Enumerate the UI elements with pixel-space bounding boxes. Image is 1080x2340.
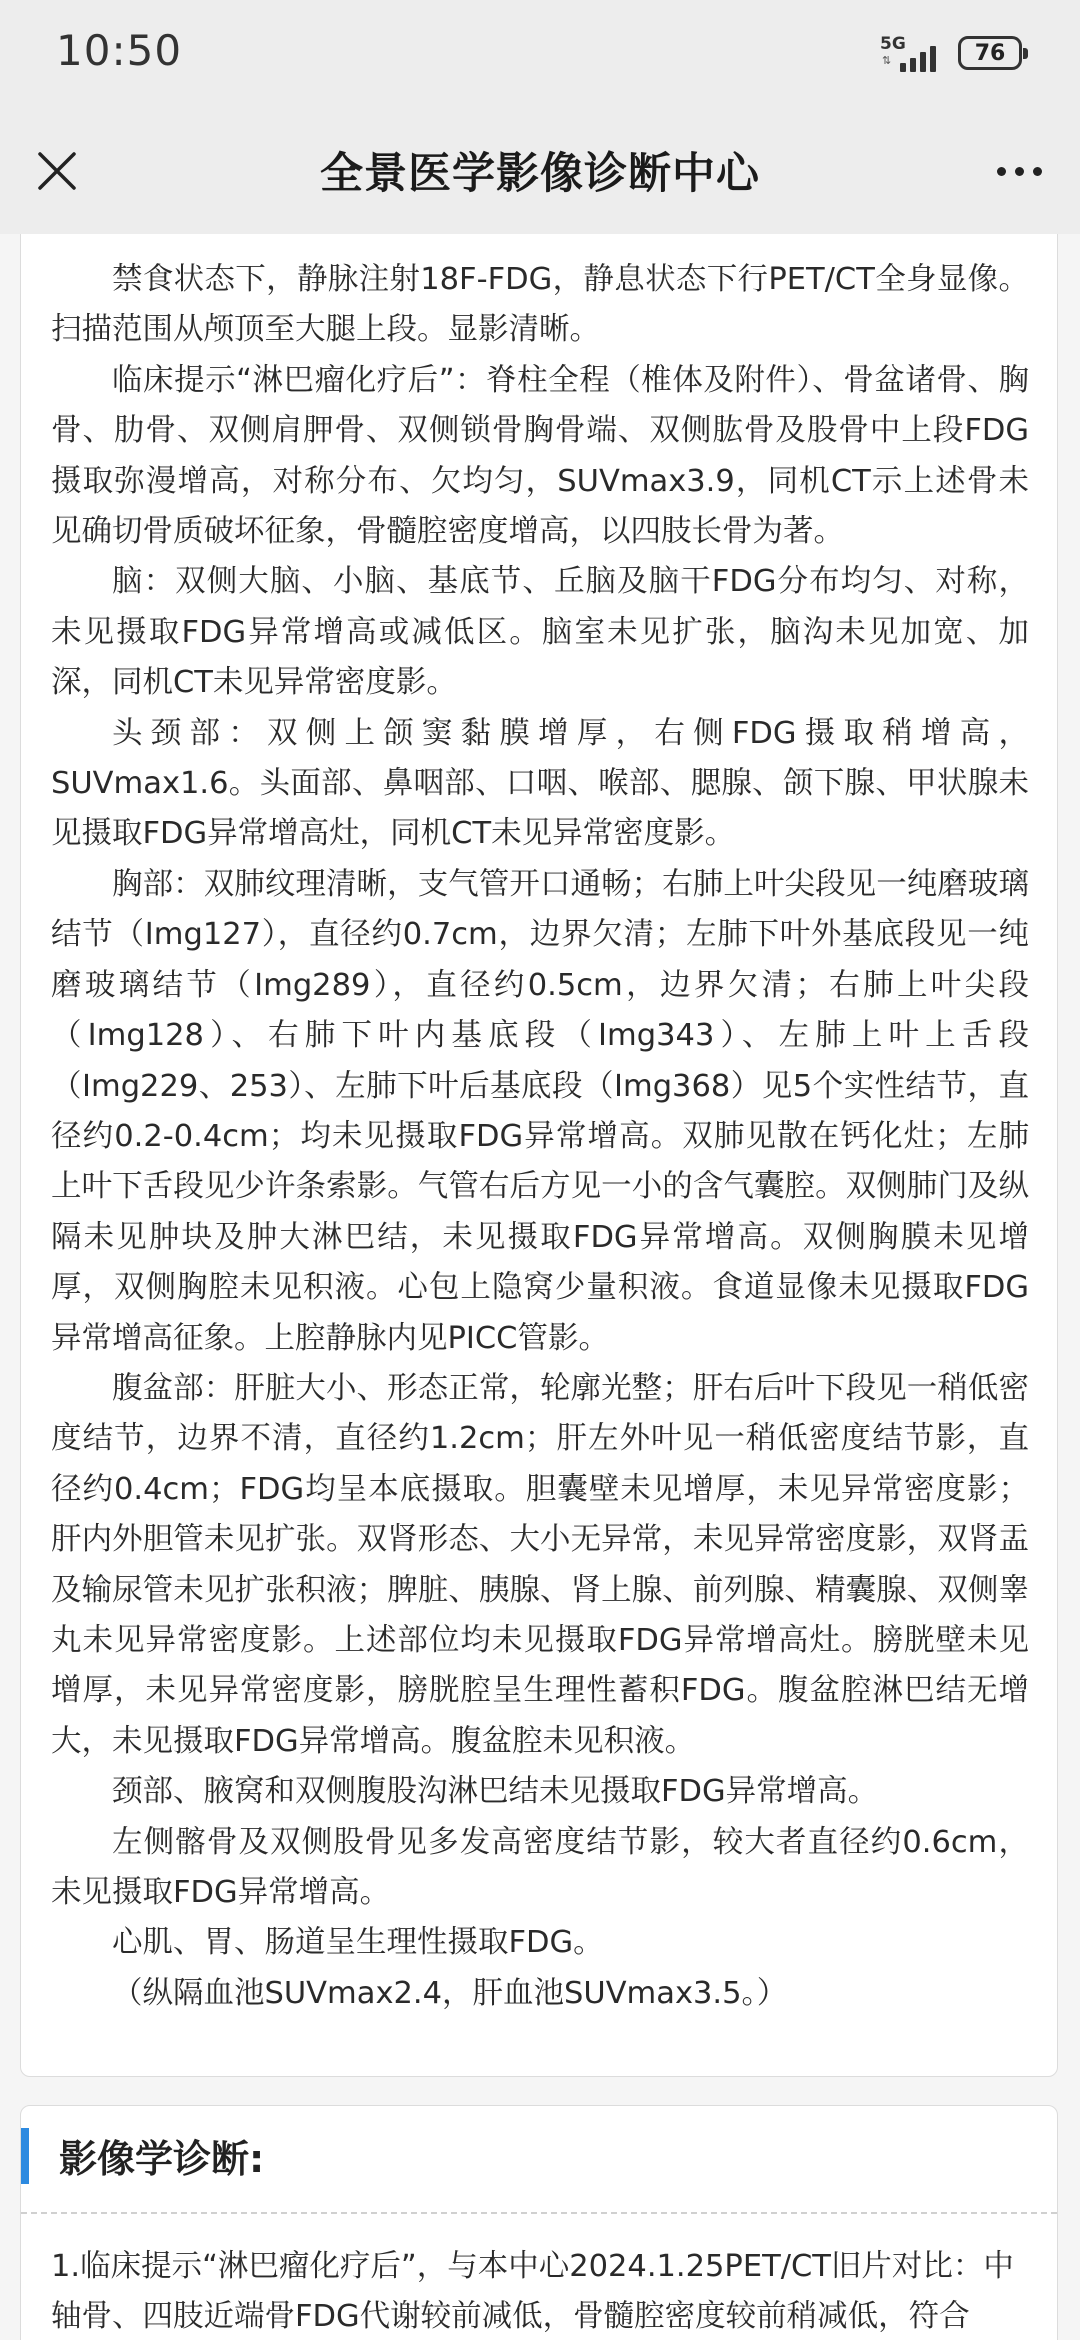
signal-bars-icon — [900, 46, 936, 72]
more-button[interactable] — [984, 140, 1054, 202]
findings-paragraph: 心肌、胃、肠道呈生理性摄取FDG。 — [112, 1925, 604, 1961]
findings-paragraph: 胸部：双肺纹理清晰，支气管开口通畅；右肺上叶尖段见一纯磨玻璃结节（Img127），直径约0.7cm，边界欠清；左肺下叶外基底段见一纯磨玻璃结节（Img289），直径约0.5cm，边界欠清；右肺上叶尖段（Img128）、右肺下叶内基底段（Img343）、左肺上叶上舌段（Img229、253）、左肺下叶后基底段（Img368）见5个实性结节，直径约0.2-0.4cm；均未见摄取FDG异常增高。双肺见散在钙化灶；左肺上叶下舌段见少许条索影。气管右后方见一小的含气囊腔。双侧肺门及纵隔未见肿块及肿大淋巴结，未见摄取FDG异常增高。双侧胸膜未见增厚，双侧胸腔未见积液。心包上隐窝少量积液。食道显像未见摄取FDG异常增高征象。上腔静脉内见PICC管影。 — [51, 866, 1029, 1356]
findings-card — [20, 234, 1058, 2077]
page-title: 全景医学影像诊断中心 — [320, 149, 760, 199]
findings-paragraph: （纵隔血池SUVmax2.4，肝血池SUVmax3.5。） — [112, 1975, 788, 2011]
status-indicators — [880, 34, 1022, 72]
findings-paragraph: 颈部、腋窝和双侧腹股沟淋巴结未见摄取FDG异常增高。 — [112, 1774, 879, 1810]
findings-paragraph: 头颈部：双侧上颌窦黏膜增厚，右侧FDG摄取稍增高，SUVmax1.6。头面部、鼻咽部、口咽、喉部、腮腺、颌下腺、甲状腺未见摄取FDG异常增高灶，同机CT未见异常密度影。 — [51, 715, 1029, 852]
findings-paragraph: 临床提示“淋巴瘤化疗后”：脊柱全程（椎体及附件）、骨盆诸骨、胸骨、肋骨、双侧肩胛骨、双侧锁骨胸骨端、双侧肱骨及股骨中上段FDG摄取弥漫增高，对称分布、欠均匀，SUVmax3.9，同机CT示上述骨未见确切骨质破坏征象，骨髓腔密度增高，以四肢长骨为著。 — [51, 362, 1029, 550]
status-time: 10:50 — [56, 26, 183, 75]
diagnosis-body — [21, 2214, 1057, 2340]
section-accent-bar — [21, 2128, 29, 2184]
findings-text — [51, 255, 1029, 2019]
findings-paragraph: 禁食状态下，静脉注射18F-FDG，静息状态下行PET/CT全身显像。扫描范围从颅顶至大腿上段。显影清晰。 — [51, 262, 1029, 348]
diagnosis-title: 影像学诊断: — [59, 2137, 265, 2181]
battery-level: 76 — [974, 40, 1006, 66]
more-dot-icon — [997, 167, 1006, 176]
data-arrows-icon: ⇅ — [882, 54, 892, 67]
network-type: 5G — [880, 34, 906, 54]
diagnosis-header — [21, 2106, 1057, 2214]
report-content[interactable] — [0, 234, 1080, 2340]
more-dot-icon — [1015, 167, 1024, 176]
status-bar — [0, 0, 1080, 110]
diagnosis-text: 1.临床提示“淋巴瘤化疗后”，与本中心2024.1.25PET/CT旧片对比：中轴骨、四肢近端骨FDG代谢较前减低，骨髓腔密度较前稍减低，符合 — [51, 2249, 1014, 2335]
diagnosis-card — [20, 2105, 1058, 2340]
findings-paragraph: 左侧髂骨及双侧股骨见多发高密度结节影，较大者直径约0.6cm，未见摄取FDG异常增高。 — [51, 1824, 1029, 1910]
more-dot-icon — [1033, 167, 1042, 176]
battery-icon — [958, 36, 1022, 70]
findings-paragraph: 脑：双侧大脑、小脑、基底节、丘脑及脑干FDG分布均匀、对称，未见摄取FDG异常增高或减低区。脑室未见扩张，脑沟未见加宽、加深，同机CT未见异常密度影。 — [51, 564, 1029, 701]
nav-bar — [0, 110, 1080, 234]
findings-paragraph: 腹盆部：肝脏大小、形态正常，轮廓光整；肝右后叶下段见一稍低密度结节，边界不清，直径约1.2cm；肝左外叶见一稍低密度结节影，直径约0.4cm；FDG均呈本底摄取。胆囊壁未见增厚，未见异常密度影；肝内外胆管未见扩张。双肾形态、大小无异常，未见异常密度影，双肾盂及输尿管未见扩张积液；脾脏、胰腺、肾上腺、前列腺、精囊腺、双侧睾丸未见异常密度影。上述部位均未见摄取FDG异常增高灶。膀胱壁未见增厚，未见异常密度影，膀胱腔呈生理性蓄积FDG。腹盆腔淋巴结无增大，未见摄取FDG异常增高。腹盆腔未见积液。 — [51, 1370, 1029, 1759]
signal-icon — [880, 34, 942, 72]
